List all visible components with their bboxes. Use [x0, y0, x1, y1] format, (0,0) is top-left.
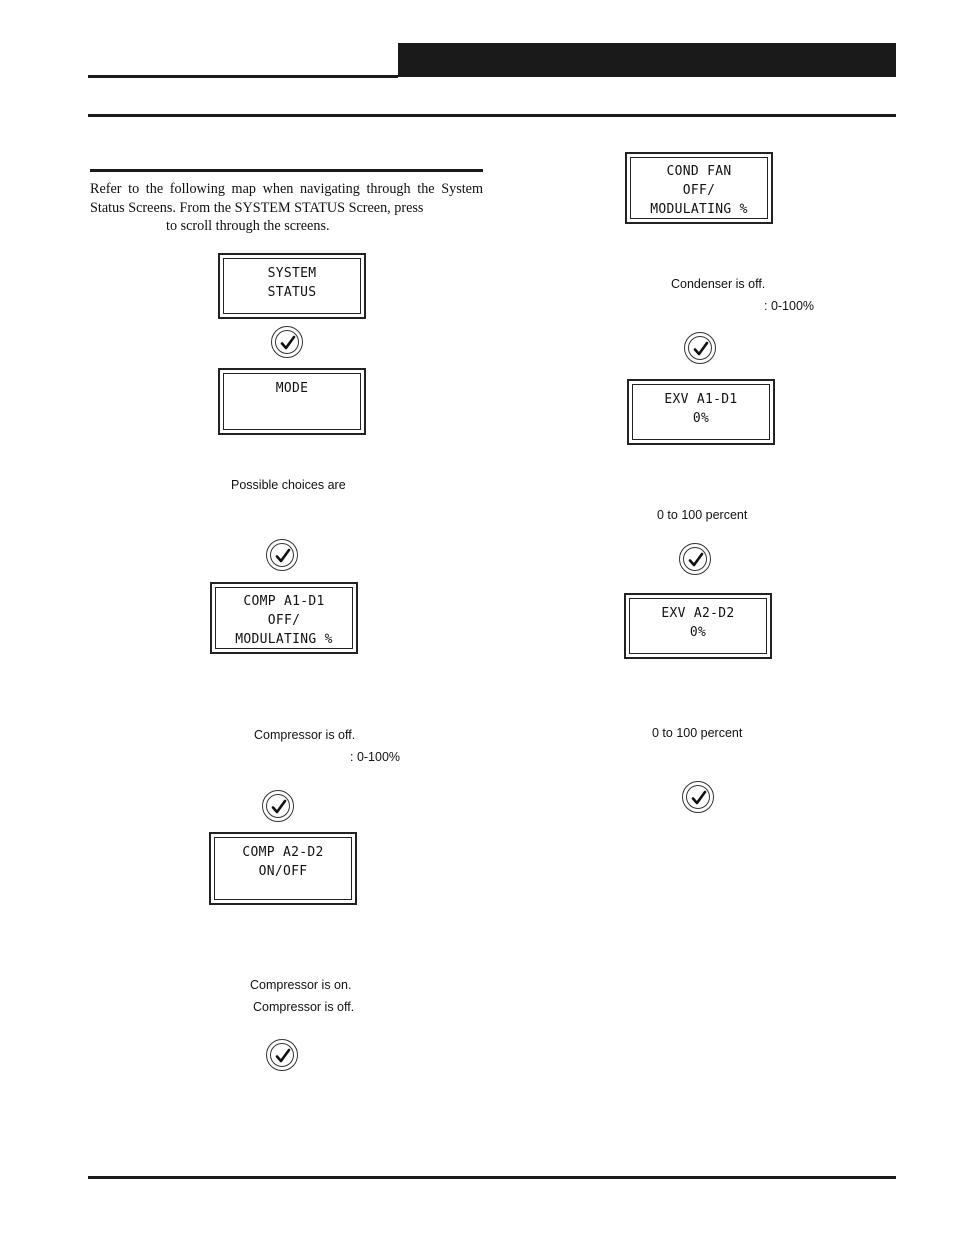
lcd-line: STATUS — [267, 285, 317, 300]
checkmark-icon[interactable] — [262, 790, 294, 822]
lcd-line: EXV A1-D1 — [664, 392, 738, 407]
intro-paragraph — [90, 180, 483, 236]
intro-line-2: Status Screens. From the SYSTEM STATUS Screen, press — [90, 199, 424, 216]
lcd-comp-a2-d2 — [209, 832, 357, 905]
mode-note: Possible choices are — [231, 478, 346, 492]
comp-a2-note-off: Compressor is off. — [253, 1000, 355, 1014]
lcd-line: COMP A2-D2 — [242, 845, 324, 860]
lcd-line: OFF/ — [682, 183, 716, 198]
lcd-line: 0% — [689, 625, 707, 640]
checkmark-icon[interactable] — [266, 539, 298, 571]
exv-a1-note: 0 to 100 percent — [657, 508, 748, 522]
intro-line-1: Refer to the following map when navigating through the System — [90, 181, 483, 197]
lcd-line: EXV A2-D2 — [661, 606, 735, 621]
lcd-system-status — [218, 253, 366, 319]
lcd-line: MODULATING % — [650, 202, 748, 217]
footer-rule — [88, 1176, 896, 1179]
intro-line-3: to scroll through the screens. — [166, 218, 330, 234]
lcd-comp-a1-d1 — [210, 582, 358, 654]
checkmark-icon[interactable] — [682, 781, 714, 813]
lcd-line: MODULATING % — [235, 632, 333, 647]
header-bar — [398, 43, 896, 77]
lcd-line: OFF/ — [267, 613, 301, 628]
lcd-exv-a2-d2 — [624, 593, 772, 659]
lcd-line: ON/OFF — [258, 864, 308, 879]
lcd-line: COMP A1-D1 — [243, 594, 325, 609]
comp-a1-note-range: : 0-100% — [350, 750, 401, 764]
lcd-cond-fan — [625, 152, 773, 224]
lcd-line: SYSTEM — [267, 266, 317, 281]
lcd-mode — [218, 368, 366, 435]
header-rule-bottom — [88, 114, 896, 117]
lcd-exv-a1-d1 — [627, 379, 775, 445]
header-rule-top — [88, 75, 398, 78]
checkmark-icon[interactable] — [271, 326, 303, 358]
cond-fan-note-off: Condenser is off. — [671, 277, 766, 291]
exv-a2-note: 0 to 100 percent — [652, 726, 743, 740]
comp-a1-note-off: Compressor is off. — [254, 728, 356, 742]
cond-fan-note-range: : 0-100% — [764, 299, 815, 313]
lcd-line: COND FAN — [666, 164, 732, 179]
section-rule — [90, 169, 483, 172]
checkmark-icon[interactable] — [679, 543, 711, 575]
checkmark-icon[interactable] — [266, 1039, 298, 1071]
checkmark-icon[interactable] — [684, 332, 716, 364]
comp-a2-note-on: Compressor is on. — [250, 978, 352, 992]
lcd-line: MODE — [275, 381, 309, 396]
lcd-line: 0% — [692, 411, 710, 426]
